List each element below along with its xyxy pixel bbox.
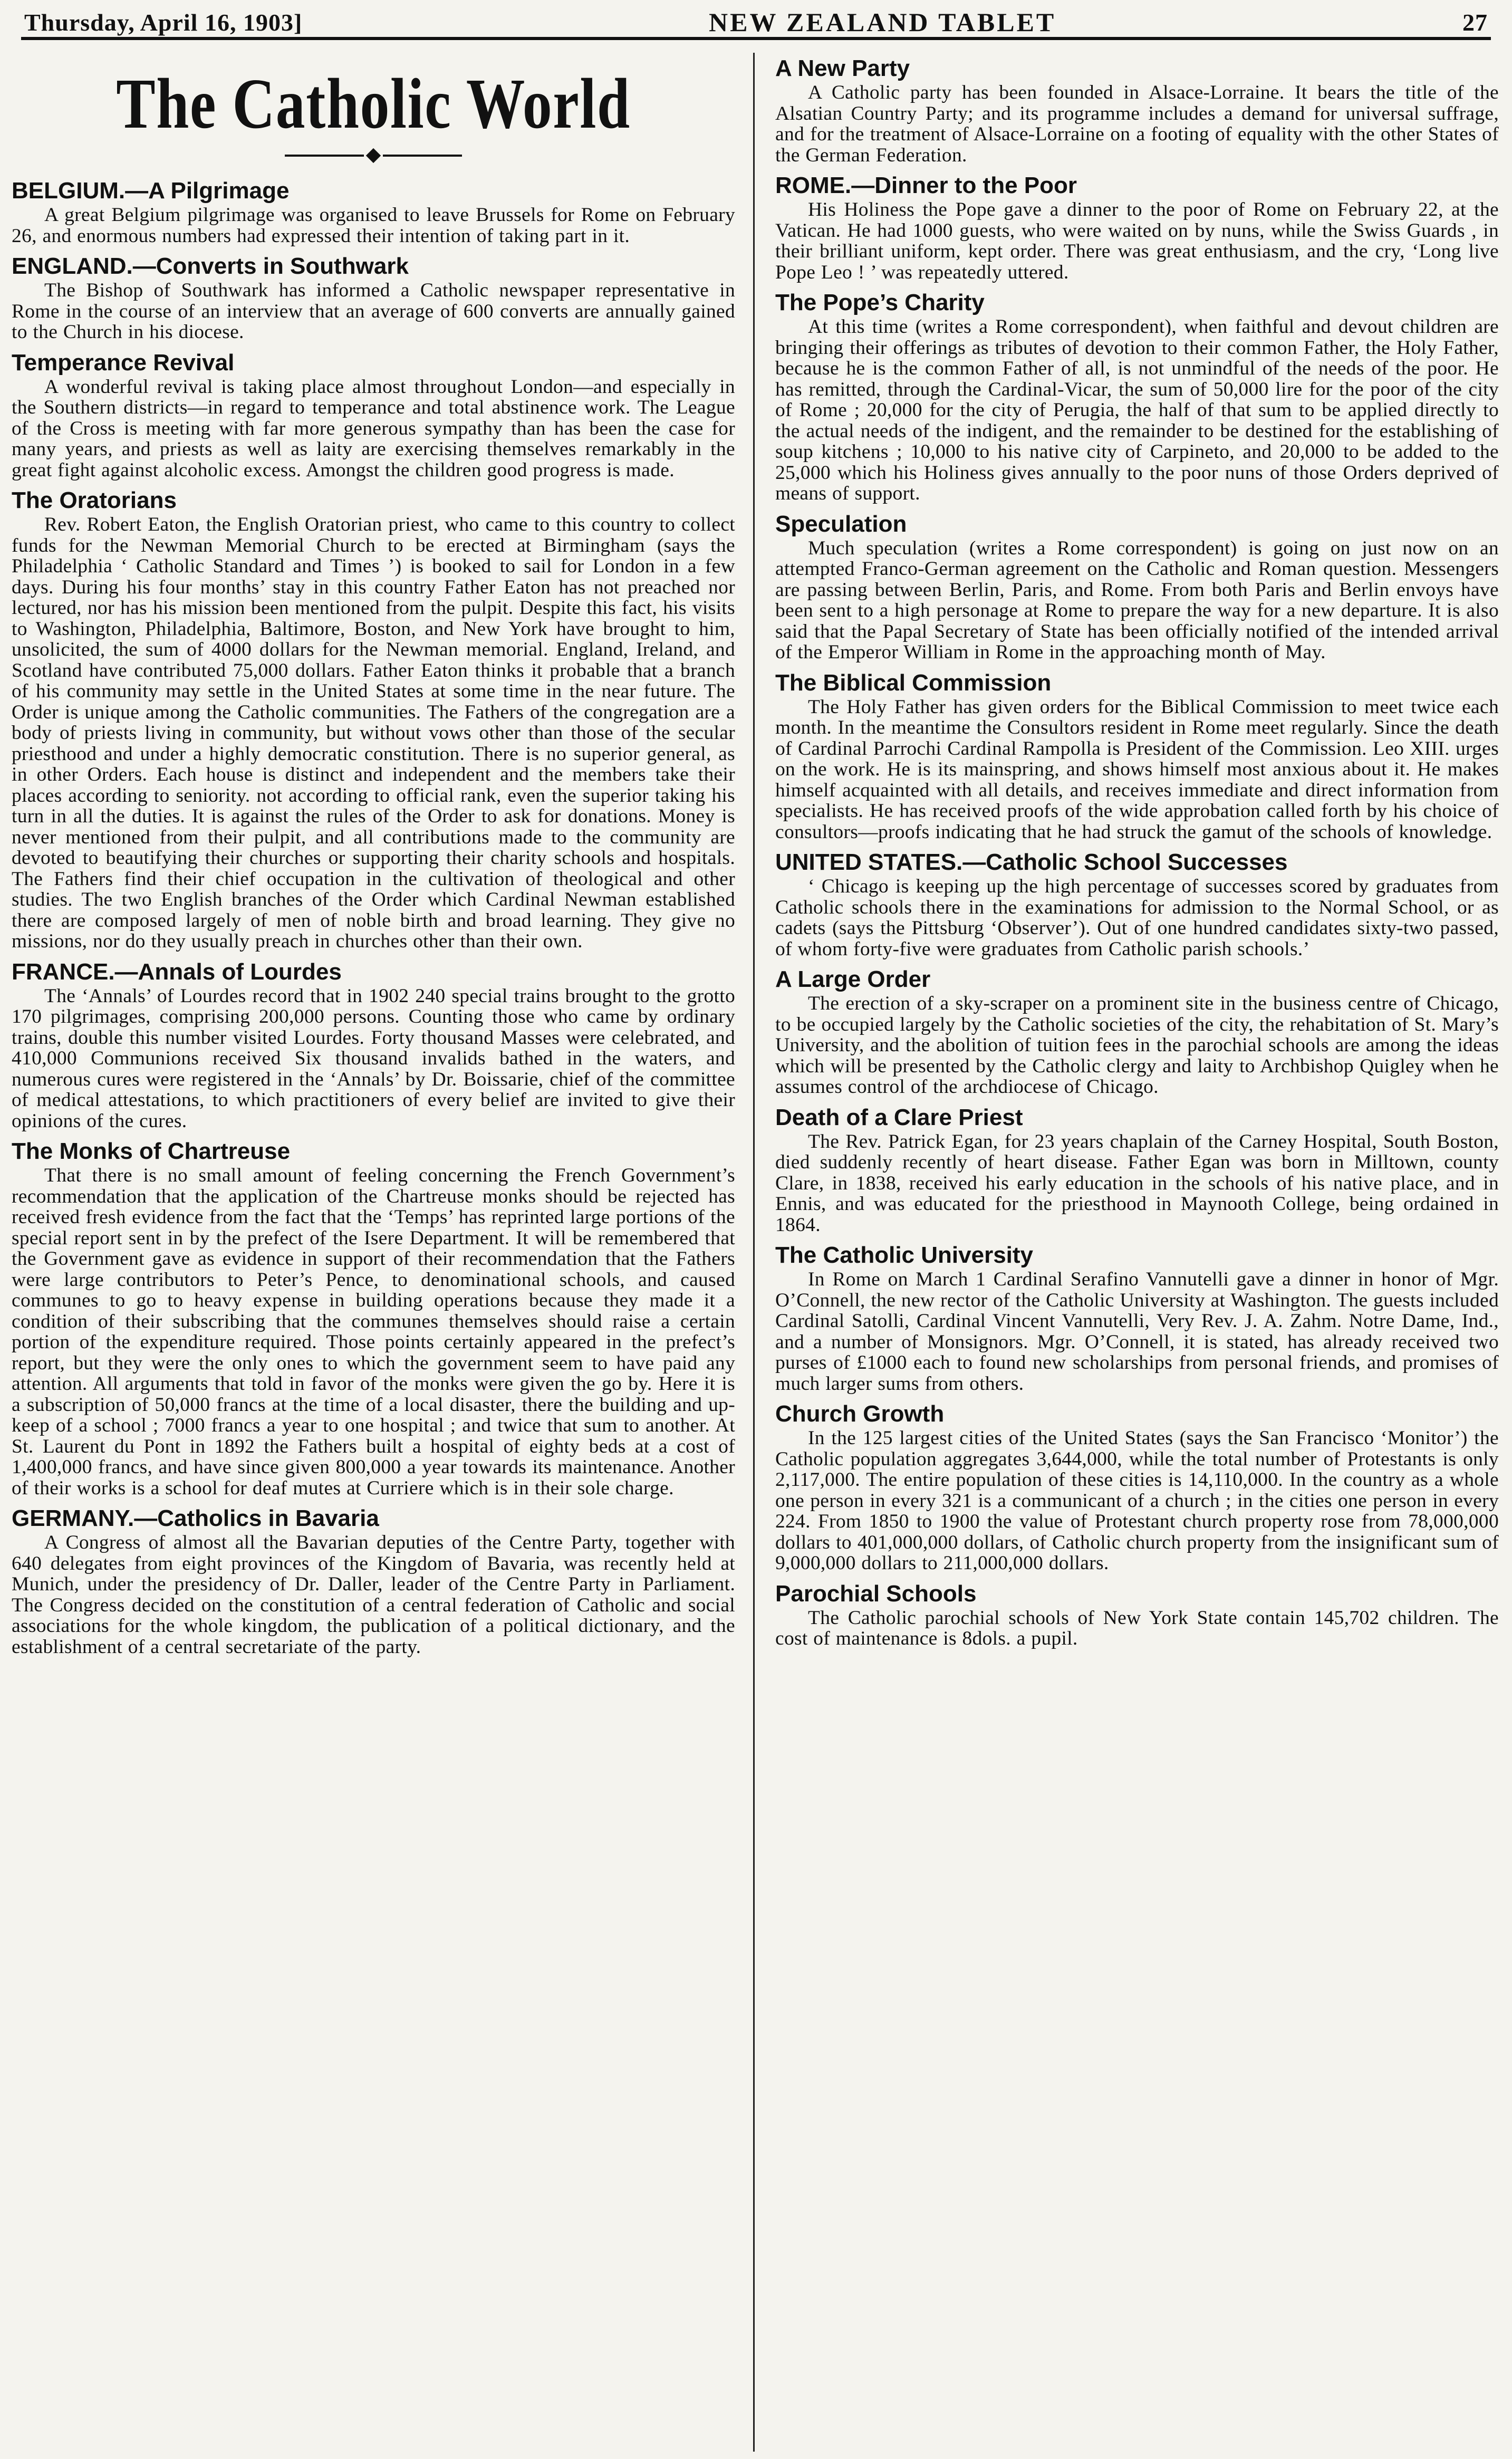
article-heading: The Monks of Chartreuse: [12, 1138, 291, 1164]
article: [775, 1400, 1499, 1574]
article-heading: ENGLAND.—Converts in Southwark: [12, 253, 409, 279]
article-heading: The Catholic University: [775, 1242, 1034, 1268]
article: [775, 511, 1499, 663]
article-body: Rev. Robert Eaton, the English Oratorian priest, who came to this country to collect funds for the Newman Memorial Church to be erected at Birmingham (says the Philadelphia ‘ Catholic Standard and Times ’) is booked to sail for London in a few days. During his four months’ stay in this country Father Eaton has not preached nor lectured, nor has his mission been mentioned from the pulpit. Despite this fact, his visits to Washington, Philadelphia, Baltimore, Boston, and New York have brought to him, unsolicited, the sum of 4000 dollars for the Newman memorial. England, Ireland, and Scotland have contributed 75,000 dollars. Father Eaton thinks it probable that a branch of his community may settle in the United States at some time in the near future. The Order is unique among the Catholic communities. The Fathers of the congregation are a body of priests living in community, but without vows other than those of the secular priesthood and under a highly democratic constitution. There is no superior general, as in other Orders. Each house is distinct and independent and the members take their places according to seniority. not according to official rank, even the superior taking his turn in all the duties. It is against the rules of the Order to ask for donations. Money is never mentioned from their pulpit, and all contributions made to the community are devoted to beautifying their churches or supporting their charity schools and hospitals. The Fathers find their chief occupation in the cultivation of theological and other studies. The two English branches of the Order which Cardinal Newman established there are composed largely of men of noble birth and broad learning. They give no missions, nor do they usually preach in churches other than their own.: [12, 514, 735, 952]
article-body: The erection of a sky-scraper on a prominent site in the business centre of Chicago, to be occupied largely by the Catholic societies of the city, the rehabitation of St. Mary’s University, and the abolition of tuition fees in the parochial schools are among the ideas which will be presented by the Catholic clergy and laity to Archbishop Quigley when he assumes control of the archdiocese of Chicago.: [775, 993, 1499, 1098]
article: [775, 1104, 1499, 1236]
article: [12, 958, 735, 1132]
article-heading: Speculation: [775, 511, 907, 537]
article-heading: A Large Order: [775, 966, 931, 992]
article-body: The ‘Annals’ of Lourdes record that in 1902 240 special trains brought to the grotto 170 pilgrimages, comprising 200,000 persons. Counting those who came by ordinary trains, double this number visited Lourdes. Forty thousand Masses were celebrated, and 410,000 Communions received Six thousand invalids bathed in the waters, and numerous cures were registered in the ‘Annals’ by Dr. Boissarie, chief of the committee of medical attestations, to which practitioners of every belief are invited to give their opinions of the cures.: [12, 985, 735, 1132]
article: [775, 669, 1499, 843]
article-heading: Temperance Revival: [12, 349, 235, 376]
article: [775, 1580, 1499, 1649]
article-body: That there is no small amount of feeling concerning the French Government’s recommendation that the application of the Chartreuse monks should be rejected has received fresh evidence from the fact that the ‘Temps’ has reprinted large portions of the special report sent in by the prefect of the Isere Department. It will be remembered that the Government gave as evidence in support of their recommendation that the Fathers were large contributors to Peter’s Pence, to denominational schools, and caused communes to go to heavy expense in building operations because they made it a condition of their subscribing that the communes themselves should raise a certain portion of the expenditure required. Those points certainly appeared in the prefect’s report, but they were the only ones to which the government seem to have paid any attention. All arguments that told in favor of the monks were given the go by. Here it is a subscription of 50,000 francs at the time of a local disaster, there the building and up-keep of a school ; 7000 francs a year to one hospital ; and twice that sum to another. At St. Laurent du Pont in 1892 the Fathers built a hospital of eighty beds at a cost of 1,400,000 francs, and have since given 800,000 a year towards its maintenance. Another of their works is a school for deaf mutes at Curriere which is in their sole charge.: [12, 1165, 735, 1499]
article-heading: Parochial Schools: [775, 1580, 977, 1607]
ornament-divider: [12, 143, 735, 168]
article: [775, 55, 1499, 166]
article-heading: Church Growth: [775, 1401, 945, 1427]
article: [775, 849, 1499, 959]
article: [12, 487, 735, 952]
article-body: Much speculation (writes a Rome correspondent) is going on just now on an attempted Franco-German agreement on the Catholic and Roman question. Messengers are passing between Berlin, Paris, and Rome. From both Paris and Berlin envoys have been sent to a high personage at Rome to prepare the way for a new departure. It is also said that the Papal Secretary of State has been officially notified of the intended arrival of the Emperor William in Rome in the approaching month of May.: [775, 537, 1499, 663]
right-column: [775, 55, 1499, 2450]
article: [12, 1505, 735, 1657]
article-heading: The Biblical Commission: [775, 669, 1052, 696]
article-heading: BELGIUM.—A Pilgrimage: [12, 178, 290, 204]
article: [12, 1138, 735, 1499]
article: [12, 349, 735, 481]
left-articles: [12, 177, 735, 1657]
issue-date: Thursday, April 16, 1903]: [24, 8, 303, 36]
article-body: A Congress of almost all the Bavarian deputies of the Centre Party, together with 640 delegates from eight provinces of the Kingdom of Bavaria, was recently held at Munich, under the presidency of Dr. Daller, leader of the Centre Party in Parliament. The Congress decided on the constitution of a central federation of Catholic and social associations for the whole kingdom, the publication of a political dictionary, and the establishment of a central secretariate of the party.: [12, 1532, 735, 1658]
article: [12, 253, 735, 343]
article-body: The Catholic parochial schools of New York State contain 145,702 children. The cost of maintenance is 8dols. a pupil.: [775, 1607, 1499, 1649]
article-body: At this time (writes a Rome correspondent), when faithful and devout children are bringing their offerings as tributes of devotion to their common Father, the Holy Father, because he is the common Father of all, is not unmindful of the needs of the poor. He has remitted, through the Cardinal-Vicar, the sum of 50,000 lire for the poor of the city of Rome ; 20,000 for the city of Perugia, the half of that sum to be applied directly to the actual needs of the indigent, and the remainder to be destined for the establishing of soup kitchens ; 10,000 to his native city of Carpineto, and 20,000 to be added to the 25,000 which his Holiness gives annually to the poor nuns of those Orders deprived of means of support.: [775, 316, 1499, 504]
section-title: The Catholic World: [116, 64, 631, 143]
article-heading: The Pope’s Charity: [775, 290, 985, 315]
left-column: [12, 55, 735, 2450]
article-body: A wonderful revival is taking place almost throughout London—and especially in the Southern districts—in regard to temperance and total abstinence work. The League of the Cross is meeting with far more generous sympathy than has been the case for many years, and priests as well as laity are exercising themselves remarkably in the great fight against alcoholic excess. Amongst the children good progress is made.: [12, 376, 735, 481]
article-heading: FRANCE.—Annals of Lourdes: [12, 958, 342, 985]
article-heading: A New Party: [775, 55, 910, 81]
article-heading: UNITED STATES.—Catholic School Successes: [775, 849, 1288, 875]
article: [775, 1242, 1499, 1394]
article-heading: The Oratorians: [12, 487, 177, 513]
article-heading: Death of a Clare Priest: [775, 1104, 1023, 1130]
article-body: ‘ Chicago is keeping up the high percentage of successes scored by graduates from Catholic schools there in the examinations for admission to the Normal School, or as cadets (says the Pittsburg ‘Observer’). Out of one hundred candidates sixty-two passed, of whom forty-five were graduates from Catholic parish schools.’: [775, 876, 1499, 960]
article-body: A great Belgium pilgrimage was organised to leave Brussels for Rome on February 26, and enormous numbers had expressed their intention of taking part in it.: [12, 204, 735, 247]
article-body: The Rev. Patrick Egan, for 23 years chaplain of the Carney Hospital, South Boston, died suddenly recently of heart disease. Father Egan was born in Milltown, county Clare, in 1838, received his early education in the schools of his native place, and in Ennis, and was educated for the priesthood in Maynooth College, being ordained in 1864.: [775, 1130, 1499, 1236]
article-heading: GERMANY.—Catholics in Bavaria: [12, 1505, 379, 1531]
article-heading: ROME.—Dinner to the Poor: [775, 172, 1077, 198]
article: [775, 172, 1499, 283]
running-head: [21, 7, 1491, 40]
article-body: In Rome on March 1 Cardinal Serafino Vannutelli gave a dinner in honor of Mgr. O’Connell, the new rector of the Catholic University at Washington. The guests included Cardinal Satolli, Cardinal Vincent Vannutelli, Very Rev. J. A. Zahm. Notre Dame, Ind., and a number of Monsignors. Mgr. O’Connell, it is stated, has already received two purses of £1000 each to found new scholarships from personal friends, and promises of much larger sums from others.: [775, 1269, 1499, 1395]
article-body: In the 125 largest cities of the United States (says the San Francisco ‘Monitor’) the Catholic population aggregates 3,644,000, while the total number of Protestants is only 2,117,000. The entire population of these cities is 14,110,000. In the country as a whole one person in every 321 is a communicant of a church ; in the cities one person in every 224. From 1850 to 1900 the value of Protestant church property rose from 78,000,000 dollars to 401,000,000 dollars, of Catholic church property from the insignificant sum of 9,000,000 dollars to 211,000,000 dollars.: [775, 1427, 1499, 1574]
article-body: The Bishop of Southwark has informed a Catholic newspaper representative in Rome in the course of an interview that an average of 600 converts are annually gained to the Church in his diocese.: [12, 280, 735, 343]
article: [775, 289, 1499, 504]
publication-title: NEW ZEALAND TABLET: [709, 7, 1056, 37]
article-body: His Holiness the Pope gave a dinner to the poor of Rome on February 22, at the Vatican. He had 1000 guests, who were waited on by nuns, while the Swiss Guards , in their brilliant uniform, kept order. There was great enthusiasm, and the cry, ‘Long live Pope Leo ! ’ was repeatedly uttered.: [775, 199, 1499, 283]
article-body: A Catholic party has been founded in Alsace-Lorraine. It bears the title of the Alsatian Country Party; and its programme includes a demand for universal suffrage, and for the treatment of Alsace-Lorraine on a footing of equality with the other States of the German Federation.: [775, 82, 1499, 166]
right-articles: [775, 55, 1499, 1649]
page-number: 27: [1462, 8, 1488, 36]
article-body: The Holy Father has given orders for the Biblical Commission to meet twice each month. In the meantime the Consultors resident in Rome meet regularly. Since the death of Cardinal Parrochi Cardinal Rampolla is President of the Commission. Leo XIII. urges on the work. He is its mainspring, and shows himself most anxious about it. He makes himself acquainted with all details, and receives immediate and direct information from specialists. He has received proofs of the wide approbation called forth by his choice of consultors—proofs indicating that he had struck the gamut of the schools of knowledge.: [775, 696, 1499, 843]
column-rule: [753, 53, 755, 2452]
article: [775, 966, 1499, 1098]
article: [12, 177, 735, 246]
